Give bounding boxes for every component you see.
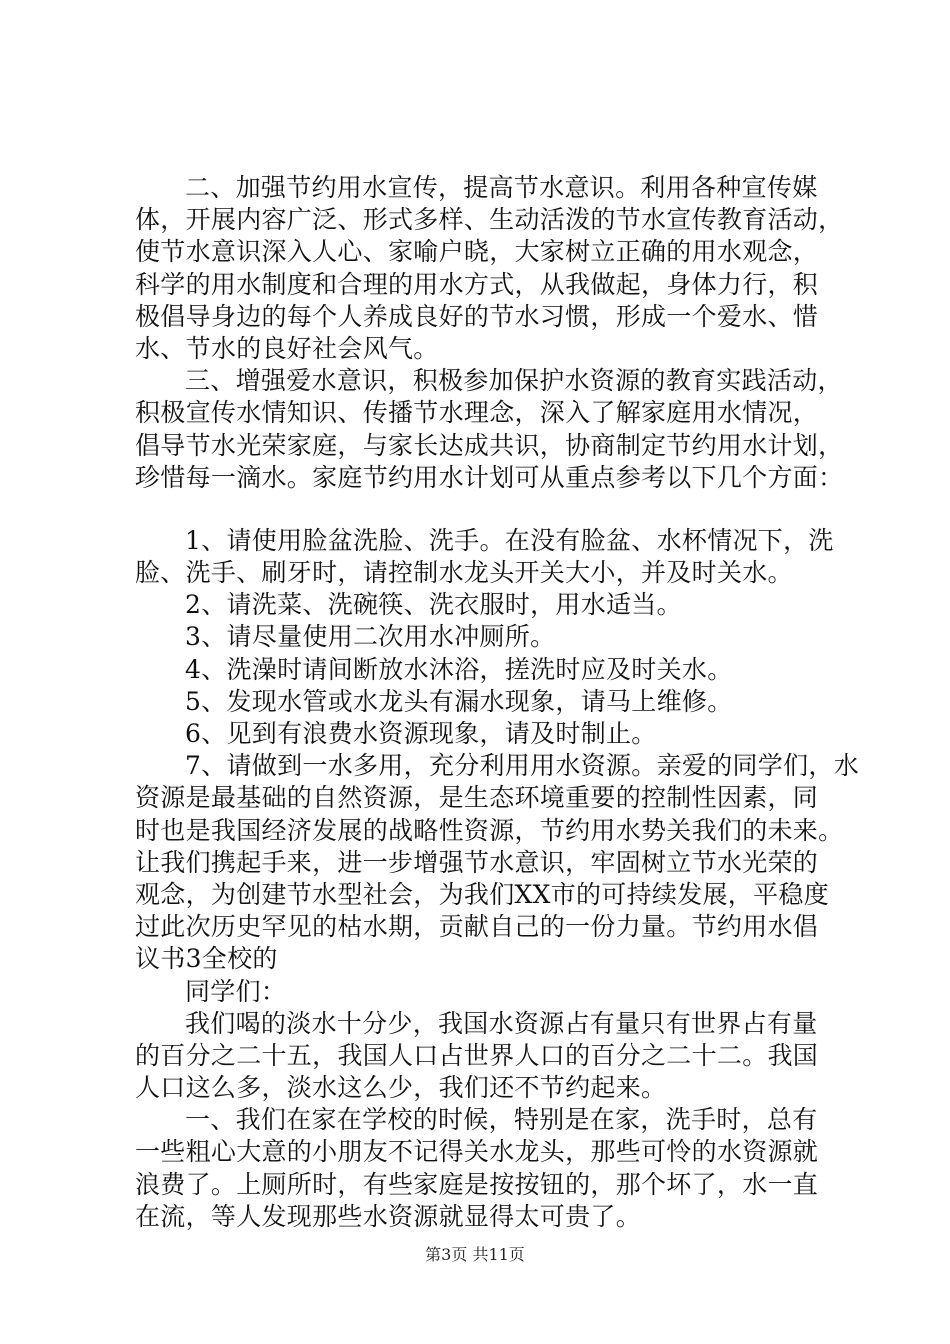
text-line: 脸、洗手、刷牙时，请控制水龙头开关大小，并及时关水。 [135, 558, 793, 588]
text-line: 一、我们在家在学校的时候，特别是在家，洗手时，总有 [185, 1105, 818, 1135]
text-line: 水、节水的良好社会风气。 [135, 333, 439, 363]
text-line: 使节水意识深入人心、家喻户晓，大家树立正确的用水观念， [135, 237, 819, 267]
text-line: 珍惜每一滴水。家庭节约用水计划可从重点参考以下几个方面： [135, 462, 844, 492]
text-line: 人口这么多，淡水这么少，我们还不节约起来。 [135, 1073, 667, 1103]
text-line: 三、增强爱水意识，积极参加保护水资源的教育实践活动， [185, 366, 843, 396]
text-line: 4、洗澡时请间断放水沐浴，搓洗时应及时关水。 [185, 654, 733, 684]
text-line: 5、发现水管或水龙头有漏水现象，请马上维修。 [185, 686, 733, 716]
text-line: 一些粗心大意的小朋友不记得关水龙头，那些可怜的水资源就 [135, 1137, 819, 1167]
text-line: 科学的用水制度和合理的用水方式，从我做起，身体力行，积 [135, 269, 819, 299]
document-body [135, 172, 860, 1233]
text-line: 1、请使用脸盆洗脸、洗手。在没有脸盆、水杯情况下，洗 [185, 525, 834, 555]
text-line: 过此次历史罕见的枯水期，贡献自己的一份力量。节约用水倡 [135, 912, 819, 942]
text-line: 2、请洗菜、洗碗筷、洗衣服时，用水适当。 [185, 590, 682, 620]
text-line: 倡导节水光荣家庭，与家长达成共识，协商制定节约用水计划， [135, 430, 844, 460]
text-line: 我们喝的淡水十分少，我国水资源占有量只有世界占有量 [185, 1008, 818, 1038]
text-line: 6、见到有浪费水资源现象，请及时制止。 [185, 719, 657, 748]
text-line: 7、请做到一水多用，充分利用用水资源。亲爱的同学们，水 [185, 751, 860, 781]
page-footer: 第3页 共11页 [425, 1245, 525, 1264]
text-line: 议书3全校的 [135, 944, 278, 974]
text-line: 同学们： [185, 976, 287, 1006]
text-line: 积极宣传水情知识、传播节水理念，深入了解家庭用水情况， [135, 398, 819, 428]
text-line: 3、请尽量使用二次用水冲厕所。 [185, 622, 556, 652]
text-line: 在流，等人发现那些水资源就显得太可贵了。 [135, 1201, 642, 1231]
text-line: 让我们携起手来，进一步增强节水意识，牢固树立节水光荣的 [135, 847, 819, 877]
text-line: 极倡导身边的每个人养成良好的节水习惯，形成一个爱水、惜 [135, 301, 819, 331]
text-line: 的百分之二十五，我国人口占世界人口的百分之二十二。我国 [135, 1040, 819, 1070]
text-line: 观念，为创建节水型社会，为我们XX市的可持续发展，平稳度 [135, 879, 829, 909]
text-line: 二、加强节约用水宣传，提高节水意识。利用各种宣传媒 [185, 173, 818, 202]
text-line: 浪费了。上厕所时，有些家庭是按按钮的，那个坏了，水一直 [135, 1169, 819, 1199]
text-line: 时也是我国经济发展的战略性资源，节约用水势关我们的未来。 [135, 815, 844, 845]
text-line: 体，开展内容广泛、形式多样、生动活泼的节水宣传教育活动， [135, 205, 844, 235]
text-line: 资源是最基础的自然资源，是生态环境重要的控制性因素，同 [135, 783, 819, 813]
